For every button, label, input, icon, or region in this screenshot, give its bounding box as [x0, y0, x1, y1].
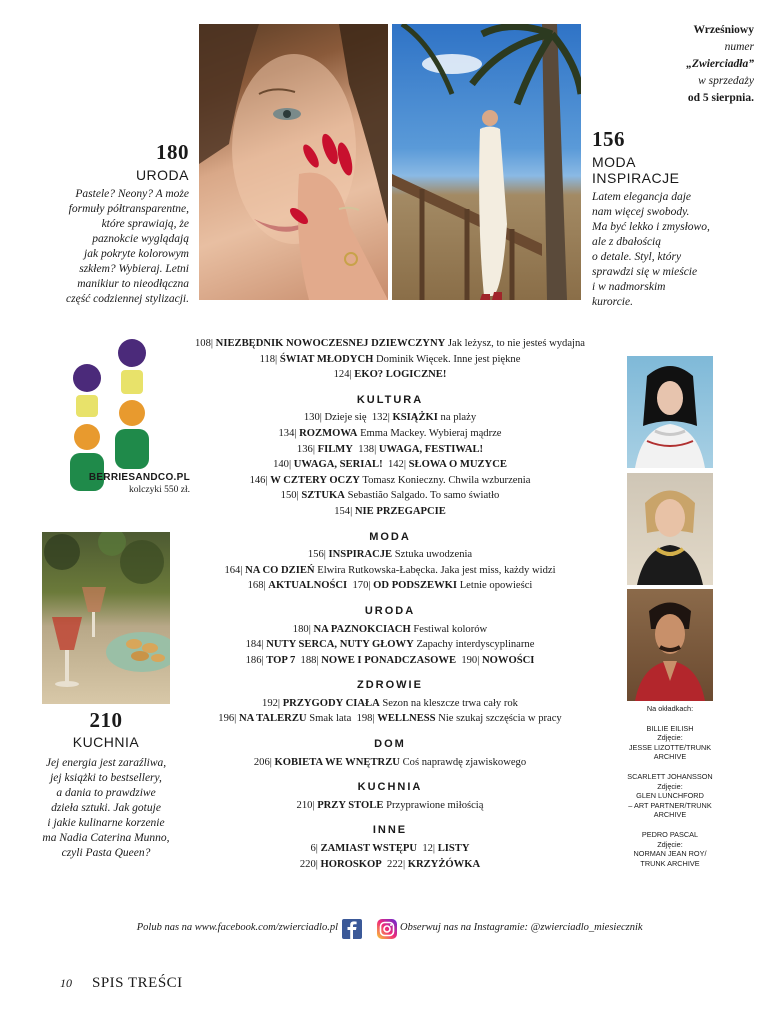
toc-section-heading: ZDROWIE	[357, 679, 423, 692]
toc-entry[interactable]: 150| SZTUKA Sebastião Salgado. To samo światło	[280, 490, 500, 502]
cover-thumbnail-billie[interactable]	[627, 356, 713, 468]
kitchen-table-photo	[42, 532, 170, 704]
cover-billie-illustration	[627, 356, 713, 468]
feature-kuchnia[interactable]	[28, 708, 184, 861]
toc-entry[interactable]: 136| FILMY 138| UWAGA, FESTIWAL!	[296, 443, 484, 455]
feature-page-number: 210	[89, 708, 123, 732]
nails-portrait-photo	[199, 24, 388, 300]
earrings-product-image	[62, 335, 162, 495]
toc-entry[interactable]: 140| UWAGA, SERIAL! 142| SŁOWA O MUZYCE	[273, 459, 507, 471]
cover-credit-entry: SCARLETT JOHANSSON Zdjęcie: GLEN LUNCHFORD – ART PARTNER/TRUNK ARCHIVE	[627, 771, 713, 820]
promo-line: „Zwierciadła”	[686, 58, 754, 70]
promo-line: numer	[724, 41, 754, 53]
toc-entry[interactable]: 206| KOBIETA WE WNĘTRZU Coś naprawdę zjawiskowego	[253, 756, 527, 768]
cover-credits-heading: Na okładkach:	[646, 704, 694, 713]
toc-entry[interactable]: 180| NA PAZNOKCIACH Festiwal kolorów	[292, 623, 488, 635]
toc-section-heading: MODA	[369, 530, 411, 543]
feature-moda[interactable]	[592, 127, 762, 310]
toc-entry[interactable]: 186| TOP 7 188| NOWE I PONADCZASOWE 190| NOWOŚCI	[245, 654, 535, 666]
promo-line: Wrześniowy	[693, 24, 754, 36]
toc-entry[interactable]: 108| NIEZBĘDNIK NOWOCZESNEJ DZIEWCZYNY Jak leżysz, to nie jesteś wydajna	[195, 338, 585, 349]
feature-blurb: Jej energia jest zaraźliwa, jej książki to bestsellery, a dania to prawdziwe dzieła sztuki. Jak gotuje i jakie kulinarne korzenie ma Nadia Caterina Munno, czyli Pasta Queen?	[42, 757, 170, 859]
toc-entry[interactable]: 134| ROZMOWA Emma Mackey. Wybieraj mądrze	[278, 427, 502, 439]
section-title: SPIS TREŚCI	[92, 975, 183, 991]
feature-category: MODA	[592, 154, 636, 170]
kitchen-table-illustration	[42, 532, 170, 704]
cover-credit-entry: BILLIE EILISH Zdjęcie: JESSE LIZOTTE/TRUNK ARCHIVE	[628, 723, 712, 762]
beach-fashion-illustration	[392, 24, 581, 300]
beach-fashion-photo	[392, 24, 581, 300]
feature-blurb: Latem elegancja daje nam więcej swobody. Ma być lekko i zmysłowo, ale z dbałością o detale. Styl, który sprawdzi się w mieście i w nadmorskim kurorcie.	[592, 191, 710, 308]
cover-scarlett-illustration	[627, 473, 713, 585]
product-price: kolczyki 550 zł.	[129, 485, 190, 495]
cover-thumbnail-pedro[interactable]	[627, 589, 713, 701]
promo-line: w sprzedaży	[698, 75, 754, 87]
instagram-icon[interactable]	[377, 919, 397, 939]
table-of-contents	[190, 336, 590, 872]
feature-category: URODA	[135, 167, 189, 183]
toc-entry[interactable]: 196| NA TALERZU Smak lata 198| WELLNESS Nie szukaj szczęścia w pracy	[218, 713, 562, 725]
toc-entry[interactable]: 192| PRZYGODY CIAŁA Sezon na kleszcze trwa cały rok	[262, 697, 518, 709]
toc-entry[interactable]: 146| W CZTERY OCZY Tomasz Konieczny. Chwila wzburzenia	[249, 474, 531, 486]
toc-entry[interactable]: 168| AKTUALNOŚCI 170| OD PODSZEWKI Letnie opowieści	[247, 580, 533, 592]
feature-page-number: 156	[592, 127, 625, 151]
nails-portrait-illustration	[199, 24, 388, 300]
toc-entry[interactable]: 156| INSPIRACJE Sztuka uwodzenia	[307, 549, 473, 561]
facebook-link[interactable]	[128, 922, 338, 933]
toc-entry[interactable]: 154| NIE PRZEGAPCIE	[334, 505, 446, 517]
product-caption	[70, 472, 190, 495]
toc-entry[interactable]: 210| PRZY STOLE Przyprawione miłością	[296, 799, 484, 811]
cover-credit-entry: PEDRO PASCAL Zdjęcie: NORMAN JEAN ROY/ TRUNK ARCHIVE	[633, 829, 707, 868]
feature-blurb: Pastele? Neony? A może formuły półtransparentne, które sprawiają, że paznokcie wyglądają jak pokryte kolorowym szkłem? Wybieraj. Letni manikiur to nieodłączna część codziennej stylizacji.	[66, 188, 189, 305]
toc-entry[interactable]: 164| NA CO DZIEŃ Elwira Rutkowska-Łabęcka. Jaka jest miss, każdy widzi	[224, 564, 556, 576]
cover-thumbnail-scarlett[interactable]	[627, 473, 713, 585]
feature-uroda[interactable]	[40, 140, 189, 307]
feature-page-number: 180	[156, 140, 189, 164]
promo-line: od 5 sierpnia.	[687, 92, 754, 104]
toc-entry[interactable]: 124| EKO? LOGICZNE!	[333, 369, 447, 381]
toc-entry[interactable]: 184| NUTY SERCA, NUTY GŁOWY Zapachy interdyscyplinarne	[245, 639, 535, 651]
facebook-text: Polub nas na www.facebook.com/zwierciadlo.pl	[136, 922, 338, 933]
toc-entry[interactable]: 6| ZAMIAST WSTĘPU 12| LISTY	[310, 843, 470, 855]
toc-section-heading: DOM	[374, 738, 406, 751]
feature-category: INSPIRACJE	[592, 170, 680, 186]
toc-section-heading: KUCHNIA	[357, 781, 423, 794]
facebook-icon[interactable]	[342, 919, 362, 939]
toc-section-heading: KULTURA	[356, 393, 424, 406]
cover-credits	[612, 704, 728, 868]
page-number: 10	[60, 976, 72, 990]
toc-section-heading: URODA	[364, 604, 416, 617]
toc-entry[interactable]: 118| ŚWIAT MŁODYCH Dominik Więcek. Inne jest piękne	[259, 353, 521, 365]
product-brand: BERRIESANDCO.PL	[88, 472, 190, 483]
instagram-link[interactable]	[400, 922, 660, 933]
feature-category: KUCHNIA	[72, 734, 140, 750]
toc-entry[interactable]: 130| Dzieje się 132| KSIĄŻKI na plaży	[303, 412, 477, 424]
toc-entry[interactable]: 220| HOROSKOP 222| KRZYŻÓWKA	[299, 858, 481, 870]
earrings-illustration	[62, 335, 162, 495]
page-footer	[60, 974, 183, 992]
instagram-text: Obserwuj nas na Instagramie: @zwierciadlo_miesiecznik	[400, 922, 643, 933]
issue-promo	[644, 22, 754, 107]
toc-section-heading: INNE	[372, 824, 408, 837]
cover-pedro-illustration	[627, 589, 713, 701]
